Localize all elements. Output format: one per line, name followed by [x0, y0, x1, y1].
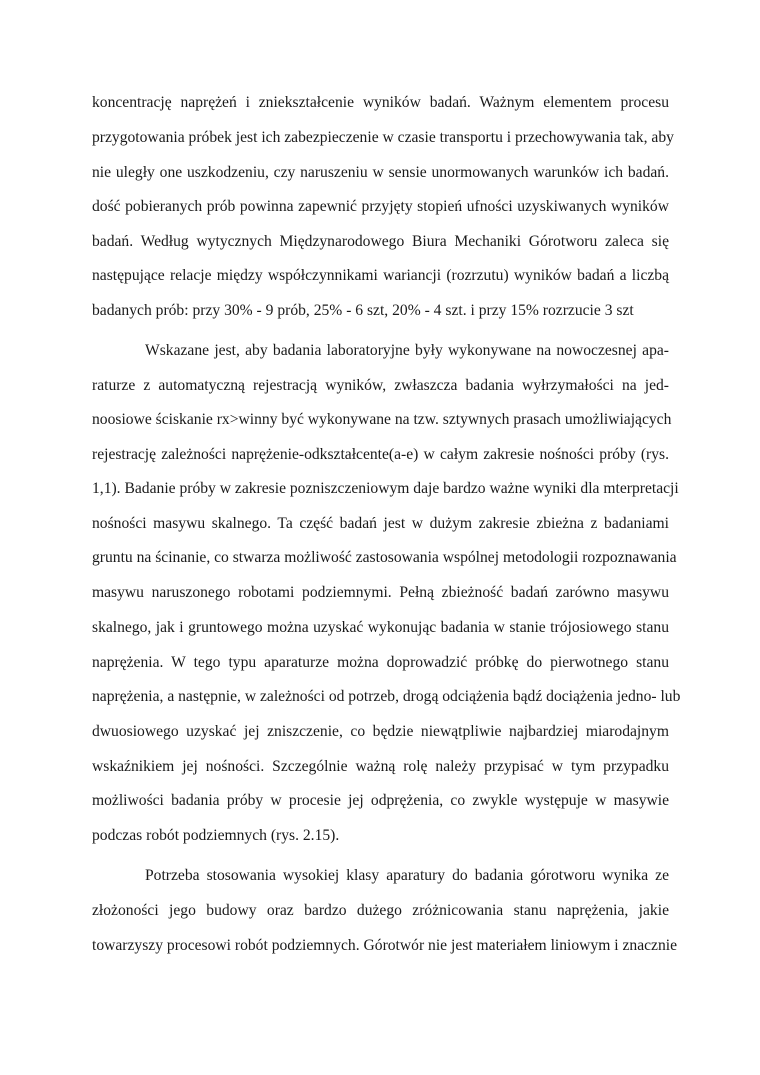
text-line: podczas robót podziemnych (rys. 2.15). — [92, 827, 340, 844]
text-line: dwuosiowego uzyskać jej zniszczenie, co będzie niewątpliwie najbardziej miarodajnym — [92, 723, 669, 740]
text-line: raturze z automatyczną rejestracją wyników, zwłaszcza badania wyłrzymałości na jed- — [92, 377, 669, 394]
text-line: masywu naruszonego robotami podziemnymi. Pełną zbieżność badań zarówno masywu — [92, 584, 669, 601]
text-line: towarzyszy procesowi robót podziemnych. Górotwór nie jest materiałem liniowym i znacznie — [92, 937, 678, 954]
text-line: 1,1). Badanie próby w zakresie pozniszczeniowym daje bardzo ważne wyniki dla mterpretacji — [92, 480, 679, 497]
text-line: noosiowe ściskanie rx>winny być wykonywane na tzw. sztywnych prasach umożliwiających — [92, 411, 672, 428]
text-line: badań. Według wytycznych Międzynarodowego Biura Mechaniki Górotworu zaleca się — [92, 233, 669, 250]
text-line: naprężenia. W tego typu aparaturze można doprowadzić próbkę do pierwotnego stanu — [92, 654, 669, 671]
text-line: nie uległy one uszkodzeniu, czy naruszeniu w sensie unormowanych warunków ich badań. — [92, 164, 669, 181]
text-line: Potrzeba stosowania wysokiej klasy aparatury do badania górotworu wynika ze — [145, 867, 669, 884]
text-line: możliwości badania próby w procesie jej odprężenia, co zwykle występuje w masywie — [92, 792, 669, 809]
text-line: wskaźnikiem jej nośności. Szczególnie ważną rolę należy przypisać w tym przypadku — [92, 758, 669, 775]
text-line: skalnego, jak i gruntowego można uzyskać wykonując badania w stanie trójosiowego stanu — [92, 619, 669, 636]
text-line: przygotowania próbek jest ich zabezpieczenie w czasie transportu i przechowywania tak, aby — [92, 129, 674, 146]
text-line: koncentrację naprężeń i zniekształcenie wyników badań. Ważnym elementem procesu — [92, 94, 669, 111]
text-line: naprężenia, a następnie, w zależności od potrzeb, drogą odciążenia bądź dociążenia jedno- lub — [92, 688, 681, 705]
text-line: nośności masywu skalnego. Ta część badań jest w dużym zakresie zbieżna z badaniami — [92, 515, 669, 532]
text-line: złożoności jego budowy oraz bardzo dużego zróżnicowania stanu naprężenia, jakie — [92, 902, 669, 919]
text-line: rejestrację zależności naprężenie-odkształcente(a-e) w całym zakresie nośności próby (rys. — [92, 446, 669, 463]
text-line: badanych prób: przy 30% - 9 prób, 25% - 6 szt, 20% - 4 szt. i przy 15% rozrzucie 3 szt — [92, 302, 634, 319]
text-line: następujące relacje między współczynnikami wariancji (rozrzutu) wyników badań a liczbą — [92, 267, 669, 284]
text-line: Wskazane jest, aby badania laboratoryjne były wykonywane na nowoczesnej apa- — [145, 342, 669, 359]
text-line: gruntu na ścinanie, co stwarza możliwość zastosowania wspólnej metodologii rozpoznawania — [92, 549, 677, 566]
text-line: dość pobieranych prób powinna zapewnić przyjęty stopień ufności uzyskiwanych wyników — [92, 198, 669, 215]
